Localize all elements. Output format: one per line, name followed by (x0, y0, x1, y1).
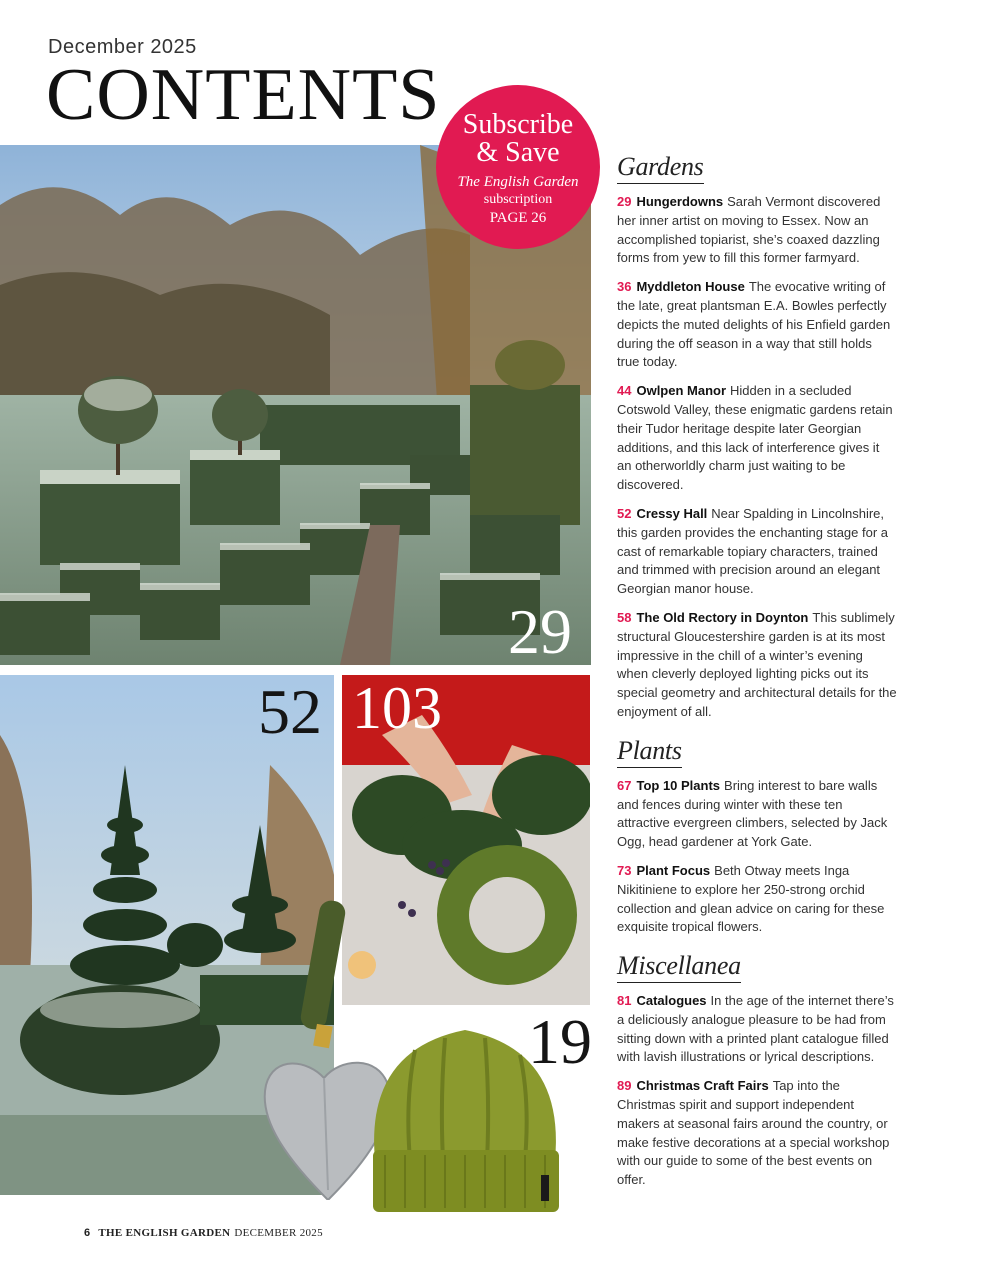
subscribe-badge[interactable] (436, 85, 600, 249)
entry-title: Catalogues (636, 993, 707, 1009)
entry-page: 67 (617, 777, 632, 793)
entry-page: 29 (617, 194, 632, 209)
page-number-52-overlay: 52 (258, 676, 322, 747)
entry-title: Hungerdowns (636, 194, 724, 209)
entry-title: The Old Rectory in Doynton (636, 609, 809, 625)
entry-text: Bring interest to bare walls and fences during winter with these ten attractive evergreen climbers, selected by Jack Ogg, head gardener at York Gate. (617, 777, 888, 850)
entry-text: The evocative writing of the late, great plantsman E.A. Bowles perfectly depicts the muted delights of his Enfield garden during the off season in a way that still holds true today. (617, 279, 891, 370)
contents-entry[interactable] (617, 278, 897, 372)
page-footer (84, 1227, 323, 1239)
entry-title: Myddleton House (636, 279, 745, 295)
entry-title: Plant Focus (636, 862, 711, 878)
footer-issue: DECEMBER 2025 (234, 1227, 323, 1239)
entry-text: This sublimely structural Gloucestershire garden is at its most impressive in the chill of a winter’s evening when cleverly deployed lighting picks out its special geometry and architectural details for the enjoyment of all. (617, 609, 897, 719)
badge-save: & Save (476, 137, 560, 168)
section-gardens (617, 152, 897, 722)
entry-page: 73 (617, 862, 632, 878)
contents-entry[interactable] (617, 777, 897, 852)
issue-date: December 2025 (48, 36, 197, 58)
contents-entry[interactable] (617, 193, 897, 268)
entry-title: Cressy Hall (636, 505, 708, 521)
entry-text: Sarah Vermont discovered her inner artist on moving to Essex. Now an accomplished topiarist, she’s coaxed dazzling forms from yew to fill this former farmyard. (617, 194, 881, 266)
entry-page: 89 (617, 1078, 632, 1094)
contents-entry[interactable] (617, 1077, 897, 1190)
footer-magazine: THE ENGLISH GARDEN (98, 1227, 231, 1239)
section-miscellanea (617, 951, 897, 1190)
entry-page: 81 (617, 993, 632, 1009)
section-heading: Plants (617, 736, 682, 768)
entry-text: Near Spalding in Lincolnshire, this garden provides the enchanting stage for a cast of remarkable topiary characters, trained and trimmed with precision around an elegant Georgian manor house. (617, 505, 889, 597)
entry-title: Top 10 Plants (636, 777, 721, 793)
entry-text: Tap into the Christmas spirit and support independent makers at seasonal fairs around the country, or make festive decorations at a special workshop with our guide to some of the best events on offer. (617, 1078, 890, 1188)
contents-entry[interactable] (617, 862, 897, 937)
entry-page: 52 (617, 505, 632, 521)
section-heading: Gardens (617, 152, 704, 184)
badge-page: PAGE 26 (489, 210, 547, 226)
page-number-29-overlay: 29 (508, 596, 572, 667)
contents-title: CONTENTS (46, 54, 441, 136)
entry-title: Christmas Craft Fairs (636, 1078, 769, 1094)
contents-entry[interactable] (617, 992, 897, 1067)
contents-list (617, 152, 897, 1204)
entry-page: 44 (617, 383, 632, 399)
page-number-19-overlay: 19 (528, 1006, 592, 1077)
section-plants (617, 736, 897, 937)
contents-entry[interactable] (617, 609, 897, 722)
page-number-103-overlay: 103 (352, 675, 442, 741)
entry-page: 58 (617, 609, 632, 625)
entry-text: Beth Otway meets Inga Nikitiniene to explore her 250-strong orchid collection and glean advice on caring for these exquisite tropical flowers. (617, 862, 885, 935)
entry-title: Owlpen Manor (636, 383, 727, 399)
badge-subscription: subscription (483, 192, 553, 207)
contents-entry[interactable] (617, 505, 897, 599)
badge-magazine: The English Garden (457, 174, 579, 190)
entry-text: Hidden in a secluded Cotswold Valley, these enigmatic gardens retain their Tudor heritage despite later Georgian additions, and this lack of interference gives it an otherworldly charm just waiting to be discovered. (617, 383, 893, 493)
section-heading: Miscellanea (617, 951, 741, 983)
contents-entry[interactable] (617, 382, 897, 495)
entry-page: 36 (617, 279, 632, 295)
badge-subscribe: Subscribe (462, 109, 574, 140)
entry-text: In the age of the internet there’s a deliciously analogue pleasure to be had from sitting down with a printed plant catalogue filled with lavish illustrations or lyrical descriptions. (617, 993, 894, 1065)
footer-page-number: 6 (84, 1227, 91, 1239)
